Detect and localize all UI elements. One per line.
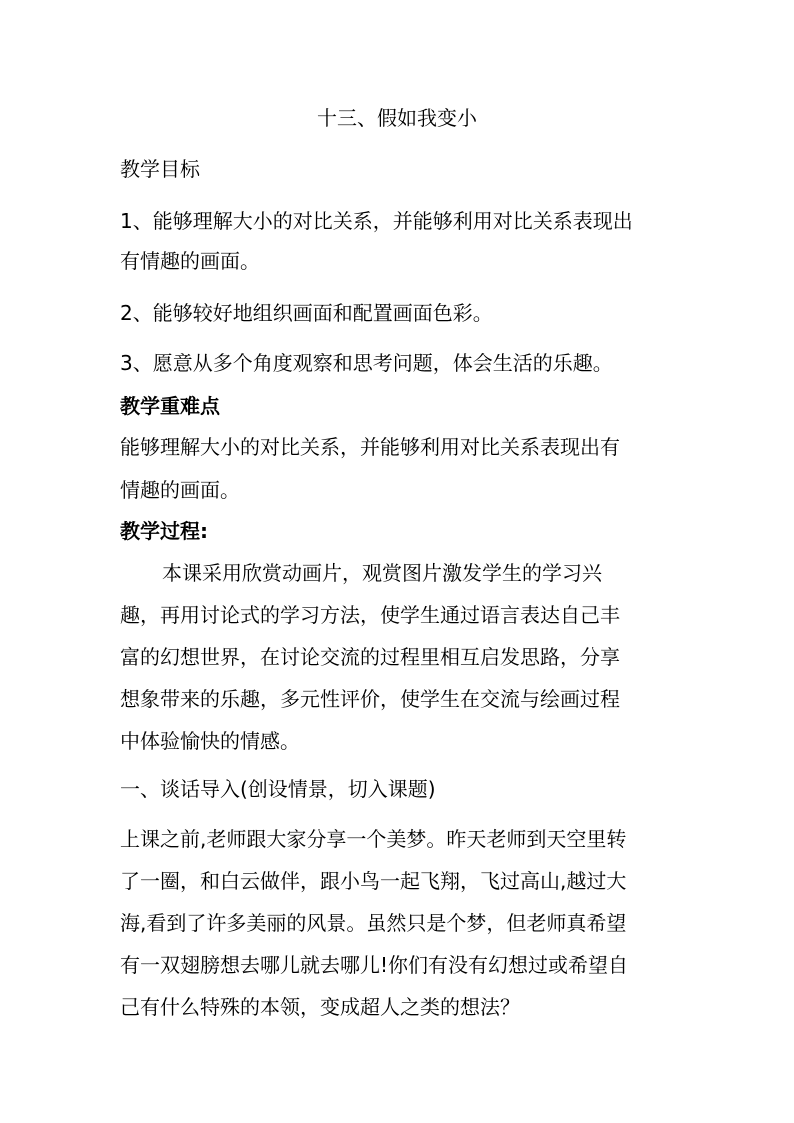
process-paragraph-line-5: 中体验愉快的情感。: [120, 729, 300, 753]
document-title: 十三、假如我变小: [317, 106, 477, 130]
process-heading: 教学过程:: [120, 519, 208, 543]
key-points-line-2: 情趣的画面。: [120, 478, 240, 502]
objective-2: 2、能够较好地组织画面和配置画面色彩。: [120, 301, 493, 325]
objective-1-line-2: 有情趣的画面。: [120, 249, 260, 273]
process-paragraph-line-4: 想象带来的乐趣，多元性评价，使学生在交流与绘画过程: [120, 687, 620, 711]
section-1-heading: 一、谈话导入(创设情景，切入课题): [120, 777, 436, 801]
process-paragraph-line-1: 本课采用欣赏动画片，观赏图片激发学生的学习兴: [162, 561, 602, 585]
process-paragraph-line-2: 趣，再用讨论式的学习方法，使学生通过语言表达自己丰: [120, 603, 620, 627]
process-paragraph-line-3: 富的幻想世界，在讨论交流的过程里相互启发思路，分享: [120, 645, 620, 669]
section-1-line-2: 了一圈，和白云做伴，跟小鸟一起飞翔，飞过高山,越过大: [120, 869, 627, 893]
objective-1-line-1: 1、能够理解大小的对比关系，并能够利用对比关系表现出: [120, 209, 633, 233]
section-1-line-4: 有一双翅膀想去哪儿就去哪儿!你们有没有幻想过或希望自: [120, 953, 629, 977]
objective-3: 3、愿意从多个角度观察和思考问题，体会生活的乐趣。: [120, 351, 613, 375]
key-points-line-1: 能够理解大小的对比关系，并能够利用对比关系表现出有: [120, 435, 620, 459]
key-points-heading: 教学重难点: [120, 394, 220, 418]
section-1-line-5: 己有什么特殊的本领，变成超人之类的想法？: [120, 995, 520, 1019]
objectives-heading: 教学目标: [120, 157, 200, 181]
section-1-line-3: 海,看到了许多美丽的风景。虽然只是个梦，但老师真希望: [120, 911, 627, 935]
section-1-line-1: 上课之前,老师跟大家分享一个美梦。昨天老师到天空里转: [120, 827, 627, 851]
